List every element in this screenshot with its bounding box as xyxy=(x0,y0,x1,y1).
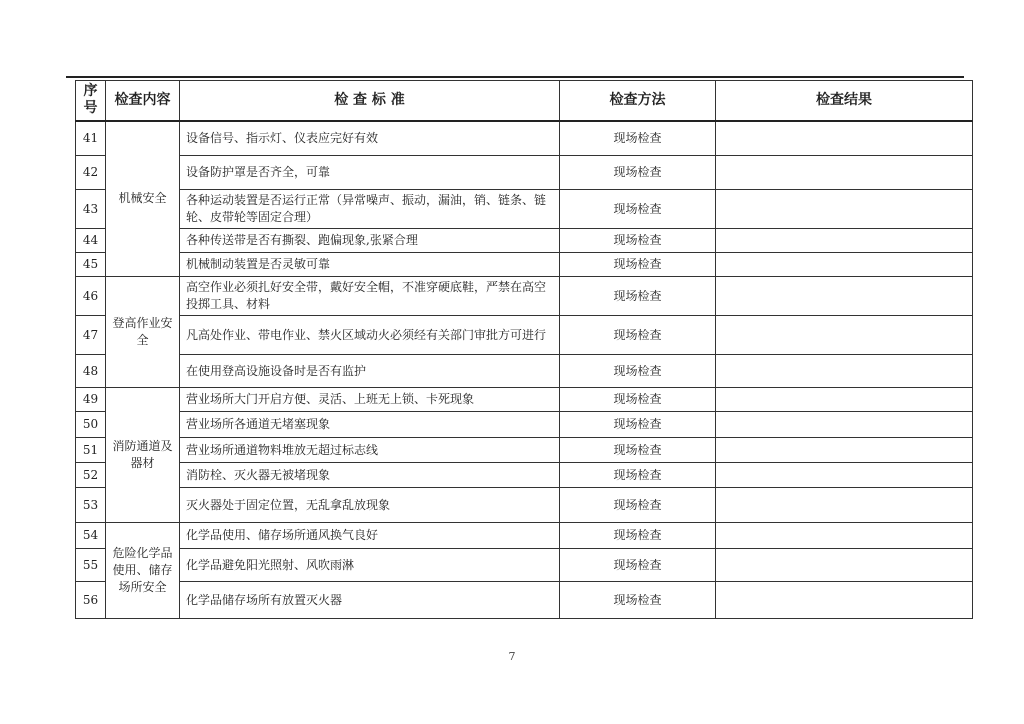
standard-cell: 在使用登高设施设备时是否有监护 xyxy=(180,355,560,388)
standard-cell: 化学品使用、储存场所通风换气良好 xyxy=(180,523,560,549)
header-standard: 检 查 标 准 xyxy=(180,81,560,121)
result-cell[interactable] xyxy=(716,156,973,190)
table-row xyxy=(76,582,973,619)
row-number: 49 xyxy=(76,388,106,412)
standard-cell: 设备防护罩是否齐全，可靠 xyxy=(180,156,560,190)
row-number: 43 xyxy=(76,190,106,229)
row-number: 48 xyxy=(76,355,106,388)
table-row xyxy=(76,523,973,549)
row-number: 50 xyxy=(76,412,106,438)
table-row xyxy=(76,355,973,388)
table-row xyxy=(76,229,973,253)
row-number: 42 xyxy=(76,156,106,190)
table-row xyxy=(76,277,973,316)
header-category: 检查内容 xyxy=(106,81,180,121)
method-cell: 现场检查 xyxy=(560,121,716,156)
method-cell: 现场检查 xyxy=(560,463,716,488)
result-cell[interactable] xyxy=(716,438,973,463)
method-cell: 现场检查 xyxy=(560,438,716,463)
result-cell[interactable] xyxy=(716,190,973,229)
result-cell[interactable] xyxy=(716,523,973,549)
table-row xyxy=(76,549,973,582)
method-cell: 现场检查 xyxy=(560,277,716,316)
category-cell: 危险化学品使用、储存场所安全 xyxy=(106,523,180,619)
category-cell: 机械安全 xyxy=(106,121,180,277)
row-number: 44 xyxy=(76,229,106,253)
row-number: 56 xyxy=(76,582,106,619)
row-number: 41 xyxy=(76,121,106,156)
method-cell: 现场检查 xyxy=(560,229,716,253)
method-cell: 现场检查 xyxy=(560,549,716,582)
header-result: 检查结果 xyxy=(716,81,973,121)
result-cell[interactable] xyxy=(716,355,973,388)
method-cell: 现场检查 xyxy=(560,355,716,388)
standard-cell: 设备信号、指示灯、仪表应完好有效 xyxy=(180,121,560,156)
result-cell[interactable] xyxy=(716,488,973,523)
result-cell[interactable] xyxy=(716,549,973,582)
result-cell[interactable] xyxy=(716,388,973,412)
page-number: 7 xyxy=(508,650,516,663)
header-method: 检查方法 xyxy=(560,81,716,121)
row-number: 52 xyxy=(76,463,106,488)
standard-cell: 灭火器处于固定位置，无乱拿乱放现象 xyxy=(180,488,560,523)
standard-cell: 高空作业必须扎好安全带，戴好安全帽，不准穿硬底鞋，严禁在高空投掷工具、材料 xyxy=(180,277,560,316)
method-cell: 现场检查 xyxy=(560,582,716,619)
standard-cell: 营业场所大门开启方便、灵活、上班无上锁、卡死现象 xyxy=(180,388,560,412)
standard-cell: 化学品避免阳光照射、风吹雨淋 xyxy=(180,549,560,582)
standard-cell: 消防栓、灭火器无被堵现象 xyxy=(180,463,560,488)
result-cell[interactable] xyxy=(716,463,973,488)
category-cell: 登高作业安全 xyxy=(106,277,180,388)
top-rule xyxy=(66,76,964,78)
row-number: 51 xyxy=(76,438,106,463)
standard-cell: 各种传送带是否有撕裂、跑偏现象,张紧合理 xyxy=(180,229,560,253)
table-row xyxy=(76,316,973,355)
method-cell: 现场检查 xyxy=(560,190,716,229)
row-number: 55 xyxy=(76,549,106,582)
table-row xyxy=(76,463,973,488)
table-body xyxy=(76,121,973,619)
header-no: 序号 xyxy=(76,81,106,121)
table-header-row xyxy=(76,81,973,121)
method-cell: 现场检查 xyxy=(560,156,716,190)
standard-cell: 营业场所通道物料堆放无超过标志线 xyxy=(180,438,560,463)
method-cell: 现场检查 xyxy=(560,523,716,549)
result-cell[interactable] xyxy=(716,316,973,355)
row-number: 53 xyxy=(76,488,106,523)
result-cell[interactable] xyxy=(716,121,973,156)
method-cell: 现场检查 xyxy=(560,412,716,438)
table-row xyxy=(76,253,973,277)
result-cell[interactable] xyxy=(716,253,973,277)
inspection-table xyxy=(75,80,973,619)
table-row xyxy=(76,488,973,523)
result-cell[interactable] xyxy=(716,277,973,316)
table-row xyxy=(76,156,973,190)
method-cell: 现场检查 xyxy=(560,488,716,523)
result-cell[interactable] xyxy=(716,412,973,438)
table-row xyxy=(76,438,973,463)
standard-cell: 化学品储存场所有放置灭火器 xyxy=(180,582,560,619)
table-row xyxy=(76,190,973,229)
category-cell: 消防通道及器材 xyxy=(106,388,180,523)
row-number: 45 xyxy=(76,253,106,277)
method-cell: 现场检查 xyxy=(560,316,716,355)
row-number: 54 xyxy=(76,523,106,549)
standard-cell: 机械制动装置是否灵敏可靠 xyxy=(180,253,560,277)
result-cell[interactable] xyxy=(716,582,973,619)
row-number: 46 xyxy=(76,277,106,316)
result-cell[interactable] xyxy=(716,229,973,253)
standard-cell: 各种运动装置是否运行正常（异常噪声、振动，漏油，销、链条、链轮、皮带轮等固定合理） xyxy=(180,190,560,229)
standard-cell: 营业场所各通道无堵塞现象 xyxy=(180,412,560,438)
table-row xyxy=(76,388,973,412)
row-number: 47 xyxy=(76,316,106,355)
table-row xyxy=(76,412,973,438)
standard-cell: 凡高处作业、带电作业、禁火区域动火必须经有关部门审批方可进行 xyxy=(180,316,560,355)
table-row xyxy=(76,121,973,156)
method-cell: 现场检查 xyxy=(560,388,716,412)
method-cell: 现场检查 xyxy=(560,253,716,277)
